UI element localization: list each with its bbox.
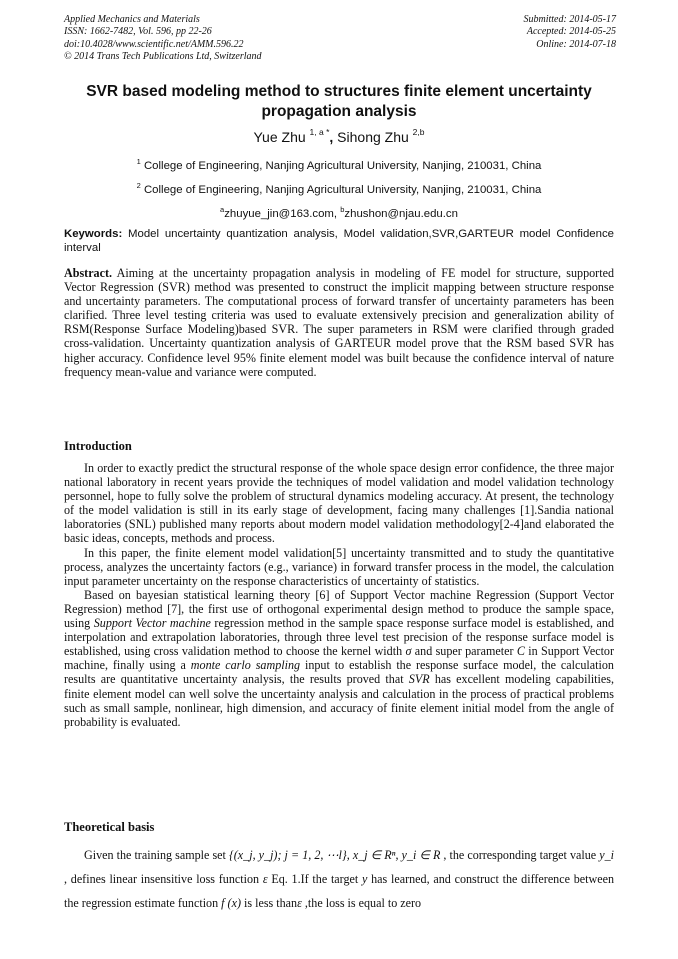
theory-heading: Theoretical basis bbox=[64, 820, 155, 834]
email-b-marker: b bbox=[340, 205, 345, 214]
p3-emph-svr: SVR bbox=[408, 672, 430, 687]
author-1: Yue Zhu bbox=[253, 129, 306, 145]
submission-dates bbox=[376, 14, 616, 51]
author-2: Sihong Zhu bbox=[337, 129, 409, 145]
theory-part-3: , defines linear insensitive loss function bbox=[64, 872, 263, 886]
paper-title: SVR based modeling method to structures finite element uncertainty propagation analysis bbox=[86, 83, 592, 120]
abstract-label: Abstract. bbox=[64, 266, 113, 280]
author-line bbox=[64, 127, 614, 147]
author-1-marker: 1, a * bbox=[309, 127, 330, 137]
issn-line: ISSN: 1662-7482, Vol. 596, pp 22-26 bbox=[64, 26, 212, 38]
theory-part-2: , the corresponding target value bbox=[440, 848, 600, 862]
copyright-line: © 2014 Trans Tech Publications Ltd, Switzerland bbox=[64, 51, 262, 63]
abstract-text: Aiming at the uncertainty propagation analysis in modeling of FE model for structure, supported Vector Regression (SVR) method was presented to construct the implicit mapping between structure response and uncertainty parameters. The computational process of forward transfer of uncertainty parameters has been clarified. Three level testing criteria was used to evaluate extensively precision and generalization ability of RSM(Response Surface Modeling)based SVR. The super parameters in RSM were clarified through graded cross-validation. Uncertainty quantization analysis of GARTEUR model prove that the RSM based SVR has higher accuracy. Confidence level 95% finite element model was built because the confidence interval of nature frequency mean-value and variance were computed. bbox=[64, 266, 614, 379]
affiliation-1 bbox=[64, 154, 614, 178]
affiliation-1-text: College of Engineering, Nanjing Agricultural University, Nanjing, 210031, China bbox=[143, 160, 542, 172]
theory-part-1: Given the training sample set bbox=[84, 848, 229, 862]
epsilon-symbol: ε bbox=[262, 872, 268, 886]
y-symbol: y bbox=[362, 872, 368, 886]
journal-name: Applied Mechanics and Materials bbox=[64, 14, 200, 25]
submitted-date: Submitted: 2014-05-17 bbox=[523, 14, 616, 25]
accepted-date: Accepted: 2014-05-25 bbox=[526, 26, 616, 38]
theory-body bbox=[64, 843, 614, 915]
sigma-symbol: σ bbox=[405, 644, 412, 659]
p3-emph-monte-carlo: monte carlo sampling bbox=[190, 658, 301, 673]
online-date: Online: 2014-07-18 bbox=[536, 38, 616, 50]
affiliation-2-marker: 2 bbox=[136, 181, 141, 190]
affiliation-1-marker: 1 bbox=[136, 157, 141, 166]
epsilon-symbol-2: ε bbox=[297, 896, 302, 910]
p3-part-e: input to establish the response surface model, the calculation results are quantitative uncertainty analysis, the results proved that bbox=[64, 658, 614, 687]
p3-part-c: and super parameter bbox=[411, 644, 517, 659]
theory-paragraph bbox=[64, 843, 614, 915]
intro-paragraph-1: In order to exactly predict the structural response of the whole space design error confidence, the three major national laboratory in recent years provide the techniques of model validation and model validation technology personnel, hope to fully solve the problem of structural dynamics modeling accuracy. At present, the technology of the model validation is still in its early stage of development, facing many challenges [1].Sandia national laboratories (SNL) published many reports about modern model validation methodology[2-4]and elaborated the basic ideas, concepts, methods and process. bbox=[64, 461, 614, 546]
affiliation-2 bbox=[64, 178, 614, 202]
training-set-formula: {(x_j, y_j); j = 1, 2, ⋯l}, x_j ∈ Rⁿ, y_i ∈ R bbox=[228, 848, 441, 862]
fx-symbol: f (x) bbox=[221, 896, 241, 910]
introduction-heading: Introduction bbox=[64, 439, 132, 453]
author-2-marker: 2,b bbox=[412, 127, 425, 137]
theory-part-5: has learned, and construct the difference between the regression estimate function bbox=[64, 872, 615, 910]
c-symbol: C bbox=[516, 644, 525, 659]
p3-part-f: has excellent modeling capabilities, finite element model can well solve the uncertainty analysis and calculation in the process of practical problems such as small sample, nonlinear, high dimension, and accuracy of finite element initial model from the angle of probability is evaluated. bbox=[64, 672, 614, 729]
intro-paragraph-3 bbox=[64, 588, 614, 729]
abstract bbox=[64, 266, 614, 379]
p3-emph-svm: Support Vector machine bbox=[93, 616, 211, 631]
theory-part-7: ,the loss is equal to zero bbox=[301, 896, 422, 910]
affiliations bbox=[64, 154, 614, 226]
author-separator: , bbox=[329, 129, 338, 145]
p3-part-a: Based on bayesian statistical learning theory [6] of Support Vector machine Regression (Support Vector Regression) method [7], the first use of orthogonal experimental design method to produce the sample space, using bbox=[64, 587, 614, 631]
theory-part-6: is less than bbox=[240, 896, 298, 910]
p3-part-d: in Support Vector machine, finally using a bbox=[64, 644, 614, 673]
affiliation-2-text: College of Engineering, Nanjing Agricultural University, Nanjing, 210031, China bbox=[143, 184, 542, 196]
intro-paragraph-2: In this paper, the finite element model validation[5] uncertainty transmitted and to study the quantitative process, analyzes the uncertainty factors (e.g., variance) in forward transfer process in the model, the calculation input parameter uncertainty on the response characteristics of uncertainty of statistics. bbox=[64, 545, 614, 588]
email-a-marker: a bbox=[220, 205, 225, 214]
email-a[interactable]: zhuyue_jin@163.com, bbox=[224, 208, 341, 220]
theory-part-4: Eq. 1.If the target bbox=[267, 872, 363, 886]
p3-part-b: regression method in the sample space response surface model is established, and interpolation and extrapolation laboratories, through three level test precision of the response surface model is established, using cross validation method to choose the kernel width bbox=[64, 616, 614, 659]
introduction-body bbox=[64, 461, 614, 729]
keywords bbox=[64, 227, 614, 255]
keywords-text: Model uncertainty quantization analysis, Model validation,SVR,GARTEUR model Confidence interval bbox=[64, 228, 614, 255]
email-line bbox=[64, 202, 614, 226]
email-b[interactable]: zhushon@njau.edu.cn bbox=[344, 208, 458, 220]
keywords-label: Keywords: bbox=[64, 228, 123, 240]
journal-meta bbox=[64, 14, 394, 64]
yi-symbol: y_i bbox=[599, 848, 614, 862]
doi-line: doi:10.4028/www.scientific.net/AMM.596.22 bbox=[64, 38, 244, 50]
